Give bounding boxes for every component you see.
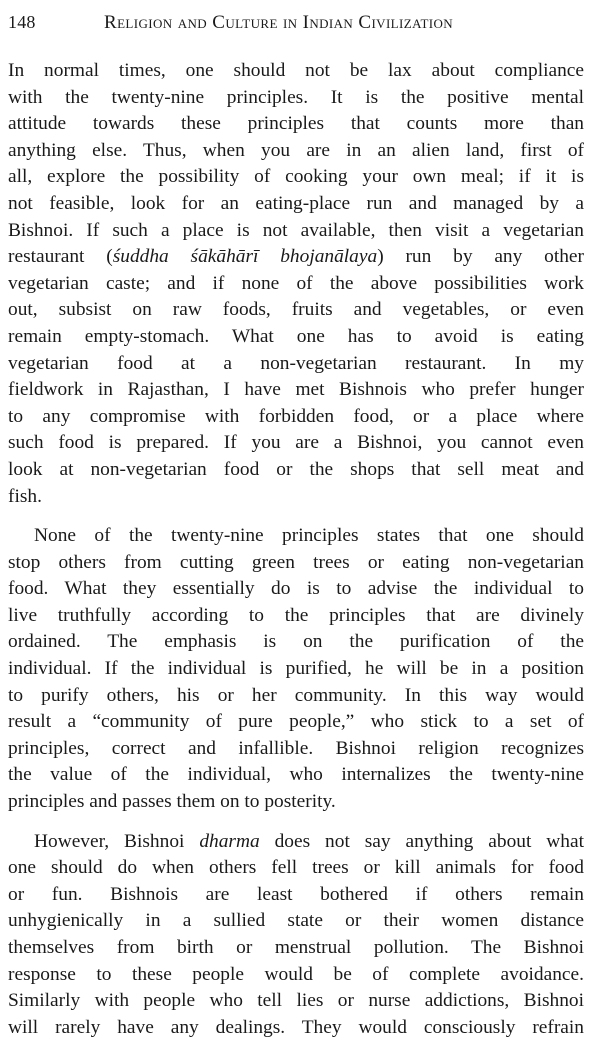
paragraph-1 [8,58,584,510]
text-line: with the twenty-nine principles. It is the positive mental [8,86,584,108]
text-segment: However, Bishnoi [34,830,200,852]
text-line: vegetarian food at a non-vegetarian restaurant. In my [8,352,584,374]
text-line: individual. If the individual is purified, he will be in a position [8,658,584,680]
text-line: themselves from birth or menstrual pollution. The Bishnoi [8,937,584,958]
running-head [8,12,574,36]
text-line: ordained. The emphasis is on the purification of the [8,631,584,653]
text-line: vegetarian caste; and if none of the above possibilities work [8,272,584,294]
text-segment: does not say anything about what [259,830,584,852]
text-line: attitude towards these principles that counts more than [8,113,584,135]
text-line: to any compromise with forbidden food, or a place where [8,405,584,427]
text-line: None of the twenty-nine principles states that one should [34,525,584,547]
text-line: fish. [8,485,42,507]
text-line: Bishnoi. If such a place is not available, then visit a vegetarian [8,219,584,241]
text-line: remain empty-stomach. What one has to avoid is eating [8,325,584,347]
text-line: food. What they essentially do is to advise the individual to [8,578,584,600]
body-text [8,58,584,1054]
text-segment: restaurant ( [8,246,113,268]
text-line: stop others from cutting green trees or eating non-vegetarian [8,551,584,573]
text-line [8,829,584,856]
text-line: all, explore the possibility of cooking your own meal; if it is [8,166,584,188]
text-line: not feasible, look for an eating-place run and managed by a [8,192,584,214]
text-line: unhygienically in a sullied state or their women distance [8,910,584,932]
page-number: 148 [8,12,36,32]
running-title: Religion and Culture in Indian Civilization [104,12,454,33]
text-line: to purify others, his or her community. In this way would [8,684,584,706]
text-line [8,244,584,271]
text-line: result a “community of pure people,” who stick to a set of [8,711,584,733]
text-line: out, subsist on raw foods, fruits and vegetables, or even [8,299,584,321]
text-line: live truthfully according to the principles that are divinely [8,604,584,626]
text-line: response to these people would be of complete avoidance. [8,963,584,985]
text-line: one should do when others fell trees or kill animals for food [8,857,584,879]
text-line: will rarely have any dealings. They would consciously refrain [8,1016,584,1038]
text-line: look at non-vegetarian food or the shops that sell meat and [8,458,584,480]
text-line: or fun. Bishnois are least bothered if others remain [8,883,584,905]
text-line: fieldwork in Rajasthan, I have met Bishnois who prefer hunger [8,379,584,401]
text-segment: ) run by any other [377,246,584,268]
paragraph-2 [8,523,584,816]
text-line: such food is prepared. If you are a Bishnoi, you cannot even [8,432,584,454]
text-line: principles, correct and infallible. Bishnoi religion recognizes [8,737,584,759]
text-line: anything else. Thus, when you are in an alien land, first of [8,139,584,161]
text-line: In normal times, one should not be lax about compliance [8,60,584,81]
italic-word: dharma [199,830,260,852]
text-line: the value of the individual, who internalizes the twenty-nine [8,764,584,786]
italic-phrase: śuddha śākāhārī bhojanālaya [112,246,378,268]
text-line: principles and passes them on to posterity. [8,791,336,813]
text-line: Similarly with people who tell lies or nurse addictions, Bishnoi [8,990,584,1012]
paragraph-3 [8,829,584,1042]
